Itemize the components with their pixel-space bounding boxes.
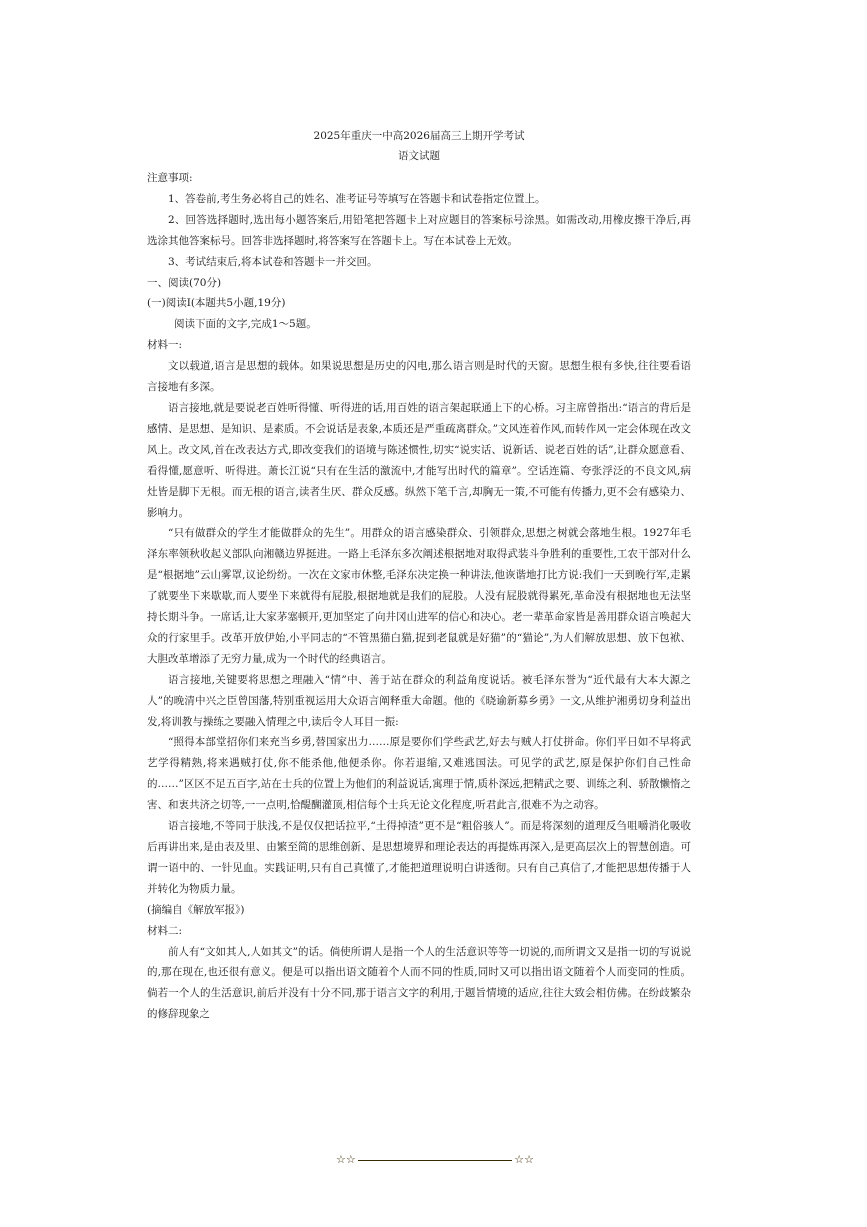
- section-sub-heading: (一)阅读Ⅰ(本题共5小题,19分): [147, 297, 286, 310]
- material-one-paragraph: 文以载道,语言是思想的载体。如果说思想是历史的闪电,那么语言则是时代的天窗。思想生根有多快,往往要看语言接地有多深。: [147, 360, 691, 394]
- material-one-label: 材料一:: [147, 339, 183, 352]
- notice-heading: 注意事项:: [147, 172, 193, 184]
- material-one-paragraph: 语言接地,关键要将思想之理融入“情”中、善于站在群众的利益角度说话。被毛泽东誉为“近代最有大本大源之人”的晚清中兴之臣曾国藩,特别重视运用大众语言阐释重大命题。他的《晓谕新募乡勇》一文,从维护湘勇切身利益出发,将训教与操练之要融入情理之中,读后令人耳目一振:: [147, 673, 691, 728]
- exam-subtitle: 语文试题: [398, 150, 440, 162]
- material-one-paragraph: 语言接地,就是要说老百姓听得懂、听得进的话,用百姓的语言架起联通上下的心桥。习主席曾指出:“语言的背后是感情、是思想、是知识、是素质。不会说话是表象,本质还是严重疏离群众。”文风连着作风,而转作风一定会体现在改文风上。改文风,首在改表达方式,即改变我们的语境与陈述惯性,切实“说实话、说新话、说老百姓的话”,让群众愿意看、看得懂,愿意听、听得进。萧长江说“只有在生活的激流中,才能写出时代的篇章”。空话连篇、夸张浮泛的不良文风,病灶皆是脚下无根。而无根的语言,读者生厌、群众反感。纵然下笔千言,却胸无一策,不可能有传播力,更不会有感染力、影响力。: [147, 401, 691, 519]
- footer-stars-right: ☆☆: [514, 1153, 534, 1166]
- material-one-paragraph: 语言接地,不等同于肤浅,不是仅仅把话拉平,“土得掉渣”更不是“粗俗骇人”。而是将深刻的道理反刍咀嚼消化吸收后再讲出来,是由表及里、由繁至简的思维创新、是思想境界和理论表达的再提炼再深入,是更高层次上的智慧创造。可谓一语中的、一针见血。实践证明,只有自己真懂了,才能把道理说明白讲透彻。只有自己真信了,才能把思想传播于人并转化为物质力量。: [147, 820, 691, 895]
- page-footer-ornament: [336, 1151, 534, 1169]
- document-body: [147, 126, 691, 1025]
- material-two-label: 材料二:: [147, 924, 183, 937]
- material-one-source: (摘编自《解放军报》): [147, 903, 245, 916]
- material-two-paragraph: 前人有“文如其人,人如其文”的话。倘使所谓人是指一个人的生活意识等等一切说的,而所谓文又是指一切的写说说的,那在现在,也还很有意义。便是可以指出语文随着个人而不同的性质,同时又可以指出语文随着个人而变同的性质。倘若一个人的生活意识,前后并没有十分不同,那于语言文字的利用,于题旨情境的适应,往往大致会相仿佛。在纷歧繁杂的修辞现象之: [147, 945, 691, 1021]
- footer-stars-left: ☆☆: [336, 1153, 356, 1166]
- exam-title: 2025年重庆一中高2026届高三上期开学考试: [313, 130, 525, 142]
- notice-item-1: 1、答卷前,考生务必将自己的姓名、准考证号等填写在答题卡和试卷指定位置上。: [168, 192, 546, 205]
- section-heading: 一、阅读(70分): [147, 276, 222, 289]
- notice-item-2: 2、回答选择题时,选出每小题答案后,用铅笔把答题卡上对应题目的答案标号涂黑。如需改动,用橡皮擦干净后,再选涂其他答案标号。回答非选择题时,将答案写在答题卡上。写在本试卷上无效。: [147, 213, 691, 247]
- material-one-paragraph: “只有做群众的学生才能做群众的先生”。用群众的语言感染群众、引领群众,思想之树就会落地生根。1927年毛泽东率领秋收起义部队向湘赣边界挺进。一路上毛泽东多次阐述根据地对取得武装斗争胜利的重要性,工农干部对什么是“根据地”云山雾罩,议论纷纷。一次在文家市休整,毛泽东决定换一种讲法,他诙谐地打比方说:我们一天到晚行军,走累了就要坐下来歇歇,而人要坐下来就得有屁股,根据地就是我们的屁股。人没有屁股就得累死,革命没有根据地也无法坚持长期斗争。一席话,让大家茅塞顿开,更加坚定了向井冈山进军的信心和决心。老一辈革命家皆是善用群众语言唤起大众的行家里手。改革开放伊始,小平同志的“不管黑猫白猫,捉到老鼠就是好猫”的“猫论”,为人们解放思想、放下包袱、大胆改革增添了无穷力量,成为一个时代的经典语言。: [147, 527, 691, 665]
- footer-divider: [358, 1160, 513, 1161]
- notice-item-3: 3、考试结束后,将本试卷和答题卡一并交回。: [168, 255, 378, 268]
- material-one-quote-paragraph: “照得本部堂招你们来充当乡勇,替国家出力……原是要你们学些武艺,好去与贼人打仗拼命。你们平日如不早将武艺学得精熟,将来遇贼打仗,你不能杀他,他便杀你。你若退缩,又难逃国法。可见学的武艺,原是保护你们自己性命的……”区区不足五百字,站在士兵的位置上为他们的利益说话,寓理于情,质朴深远,把精武之要、训练之利、骄散懒惰之害、和衷共济之切等,一一点明,恰醍醐灌顶,相信每个士兵无论文化程度,听君此言,很难不为之动容。: [147, 736, 691, 812]
- section-instruction: 阅读下面的文字,完成1～5题。: [174, 318, 317, 331]
